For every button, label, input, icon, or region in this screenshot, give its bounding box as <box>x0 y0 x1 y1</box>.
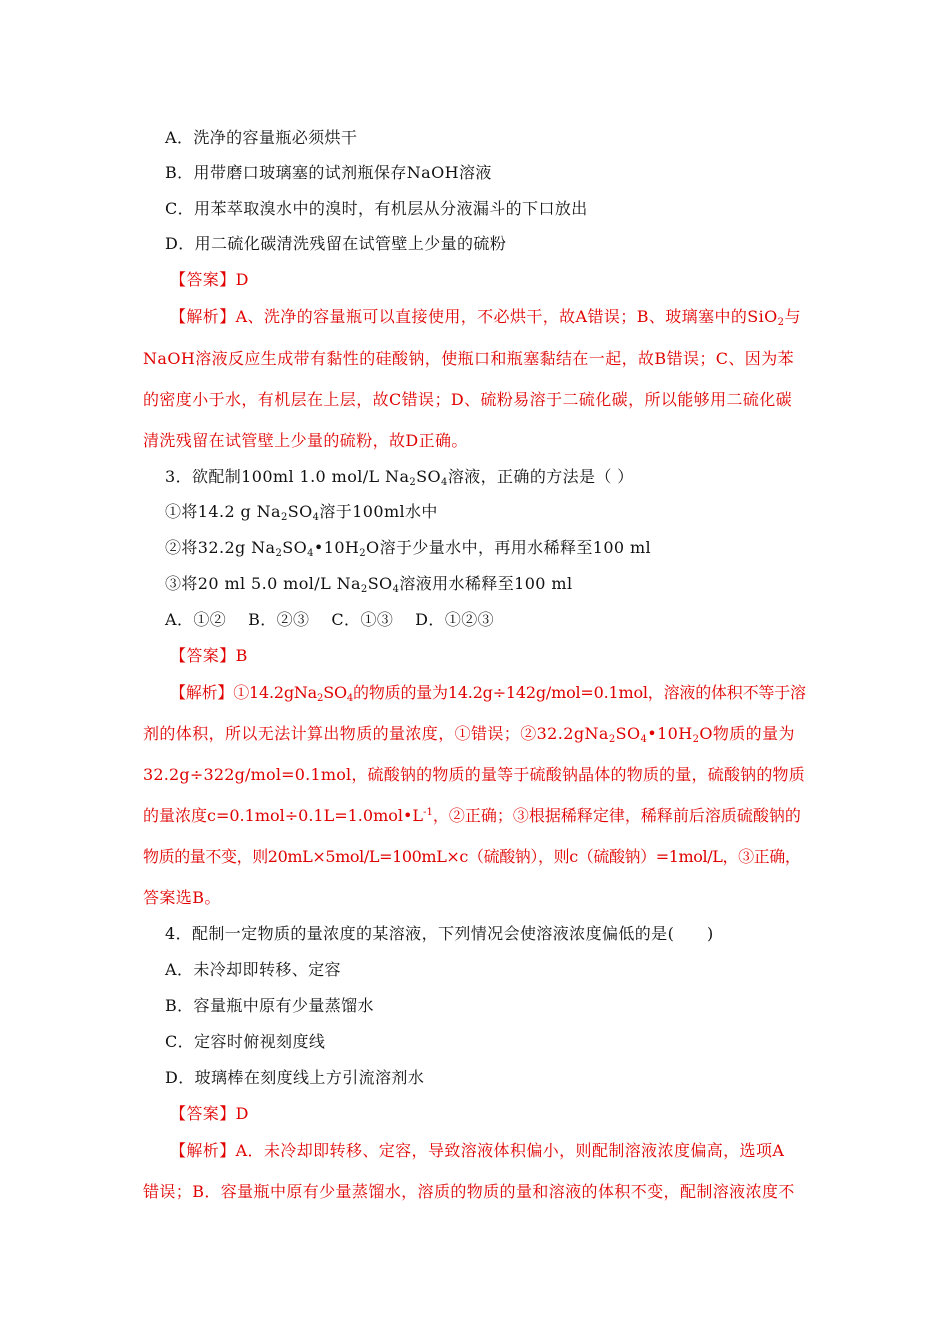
q2-analysis-line-4: 清洗残留在试管壁上少量的硫粉，故D正确。 <box>143 431 468 450</box>
q2-answer: 【答案】D <box>170 270 249 289</box>
q3-analysis-line-4: 的量浓度$c=0.1mol\div 0.1L=1.0mol•L^{-1}$，②正确；③根据稀释定律，稀释前后溶质硫酸钠的 <box>143 806 801 825</box>
q4-stem: 4．配制一定物质的量浓度的某溶液，下列情况会使溶液浓度偏低的是( ) <box>165 924 714 943</box>
q4-option-d: D．玻璃棒在刻度线上方引流溶剂水 <box>165 1068 425 1087</box>
q3-item-1: ①将14.2 g $Na_2SO_4$溶于100ml水中 <box>165 502 438 523</box>
q2-option-b: B．用带磨口玻璃塞的试剂瓶保存NaOH溶液 <box>165 163 492 182</box>
q2-analysis-line-2: NaOH溶液反应生成带有黏性的硅酸钠，使瓶口和瓶塞黏结在一起，故B错误；C、因为苯 <box>143 349 795 368</box>
q3-item-3: ③将20 ml 5.0 mol/L $Na_2SO_4$溶液用水稀释至100 ml <box>165 574 573 595</box>
q3-item-2: ②将32.2g $Na_2SO_4•10H_2O$溶于少量水中，再用水稀释至100 ml <box>165 538 652 559</box>
q4-option-a: A．未冷却即转移、定容 <box>165 960 341 979</box>
q3-stem: 3．欲配制100ml 1.0 mol/L $Na_2SO_4$溶液，正确的方法是（ ） <box>165 467 634 488</box>
q4-analysis-line-1: 【解析】A．未冷却即转移、定容，导致溶液体积偏小，则配制溶液浓度偏高，选项A <box>170 1141 785 1160</box>
q3-analysis-line-2: 剂的体积，所以无法计算出物质的量浓度，①错误；$②32.2gNa_2SO_4•10H_2O$物质的量为 <box>143 724 795 745</box>
q2-analysis-line-3: 的密度小于水，有机层在上层，故C错误；D、硫粉易溶于二硫化碳，所以能够用二硫化碳 <box>143 390 793 409</box>
q3-analysis-line-1: 【解析】$①14.2gNa_2SO_4$的物质的量为14.2g÷142g/mol=0.1mol，溶液的体积不等于溶 <box>170 683 806 704</box>
q2-option-a: A．洗净的容量瓶必须烘干 <box>165 128 358 147</box>
q4-answer: 【答案】D <box>170 1104 249 1123</box>
q2-option-d: D．用二硫化碳清洗残留在试管壁上少量的硫粉 <box>165 234 507 253</box>
q3-analysis-line-6: 答案选B。 <box>143 888 221 907</box>
q2-analysis-line-1: 【解析】A、洗净的容量瓶可以直接使用，不必烘干，故A错误；B、玻璃塞中的SiO$_2$与 <box>170 307 801 328</box>
q4-option-c: C．定容时俯视刻度线 <box>165 1032 326 1051</box>
q3-analysis-line-5: 物质的量不变，则20mL×5mol/L=100mL×c（硫酸钠），则c（硫酸钠）=1mol/L，③正确， <box>143 847 801 866</box>
q2-option-c: C．用苯萃取溴水中的溴时，有机层从分液漏斗的下口放出 <box>165 199 588 218</box>
q3-choices: A．①② B．②③ C．①③ D．①②③ <box>165 610 495 629</box>
q3-analysis-line-3: 32.2g÷322g/mol=0.1mol，硫酸钠的物质的量等于硫酸钠晶体的物质的量，硫酸钠的物质 <box>143 765 805 784</box>
q4-analysis-line-2: 错误；B．容量瓶中原有少量蒸馏水，溶质的物质的量和溶液的体积不变，配制溶液浓度不 <box>143 1182 795 1201</box>
q4-option-b: B．容量瓶中原有少量蒸馏水 <box>165 996 374 1015</box>
q3-answer: 【答案】B <box>170 646 248 665</box>
